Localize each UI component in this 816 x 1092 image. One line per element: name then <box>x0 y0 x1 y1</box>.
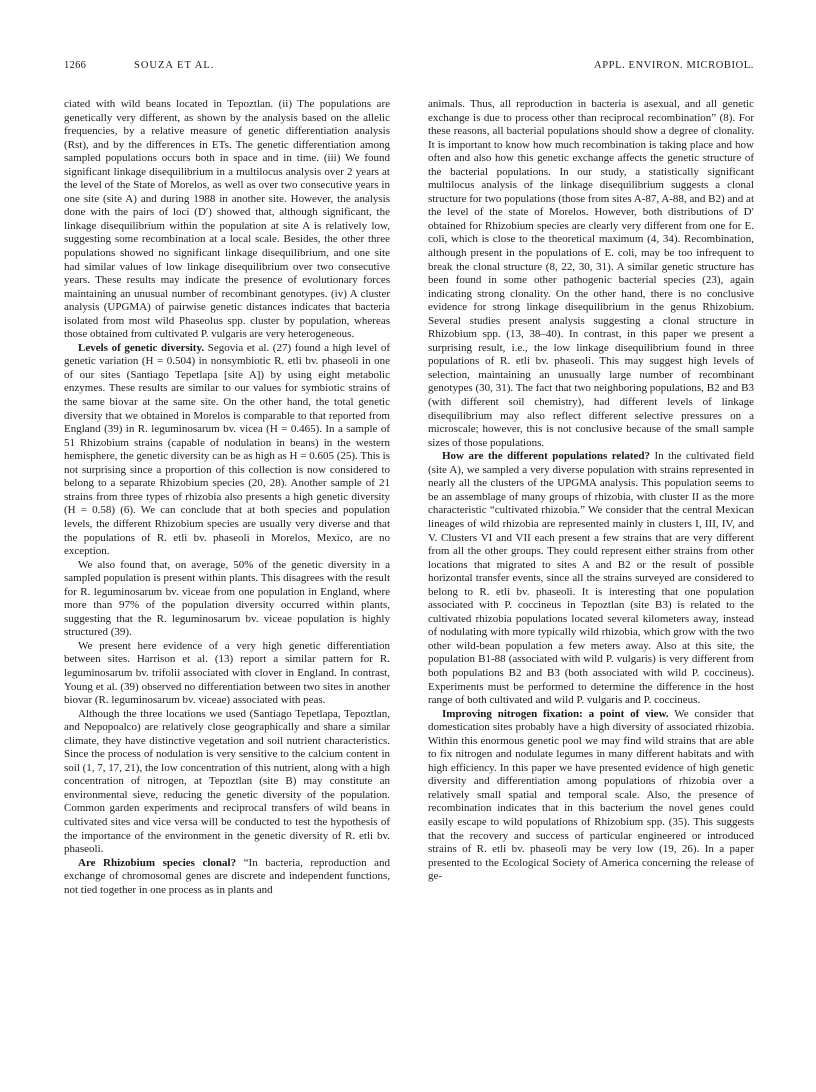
running-head <box>64 60 754 76</box>
paragraph <box>428 450 754 707</box>
paragraph <box>64 857 390 898</box>
paragraph: We present here evidence of a very high genetic differentiation between sites. Harrison et al. (13) report a similar pattern for R. leguminosarum bv. trifolii associated with clover in England. In contrast, Young et al. (39) observed no differentiation between two sites in another biovar (R. leguminosarum bv. viceae) associated with peas. <box>64 639 390 707</box>
paragraph: animals. Thus, all reproduction in bacteria is asexual, and all genetic exchange is due to process other than reciprocal recombination” (8). For these reasons, all bacterial populations should show a degree of clonality. It is important to know how much recombination is taking place and how often and also how this genetic exchange affects the genetic structure of the bacterial populations. In our study, a statistically significant multilocus analysis of the linkage disequilibrium suggests a clonal structure for two populations (those from sites A-87, A-88, and B2) and at the level of the state of Morelos. However, both distributions of D′ obtained for Rhizobium species are clearly very different from one for E. coli, which is close to the theoretical maximum (4, 34). Recombination, although present in the populations of E. coli, may be too infrequent to break the clonal structure (8, 22, 30, 31). A similar genetic structure has been found in some other pathogenic bacterial species (23), again indicating strong clonality. On the other hand, there is no conclusive evidence for strong linkage disequilibrium in the genus Rhizobium. Several studies present analysis suggesting a clonal structure in Rhizobium spp. (13, 38–40). In contrast, in this paper we present a surprising result, i.e., the low linkage disequilibrium found in three populations of R. etli bv. phaseoli. This may suggest high levels of selection, maintaining an unusually large number of recombinant genotypes (30, 31). The fact that two neighboring populations, B2 and B3 (with different soil chemistry), had different levels of linkage disequilibrium may also reflect different selective pressures on a microscale; however, this is not conclusive because of the small sample sizes of those populations. <box>428 98 754 449</box>
right-column <box>428 98 754 884</box>
paragraph: ciated with wild beans located in Tepoztlan. (ii) The populations are genetically very different, as shown by the analysis based on the allelic frequencies, by a relative measure of genetic differentiation analysis (Rst), and by the differences in ETs. The genetic differentiation among sampled populations occurs both in space and in time. (iii) We found significant linkage disequilibrium in a multilocus analysis over 2 years at the level of the State of Morelos, as well as over two consecutive years in one site (site A) and during 1988 in another site. However, the analysis done with the pairs of loci (D′) showed that, although significant, the linkage disequilibrium within the population at site A is relatively low, suggesting some recombination at a local scale. Besides, the other three populations showed no significant linkage disequilibrium, and one site had similar values of low linkage disequilibrium over two consecutive years. These results may indicate the presence of evolutionary forces maintaining an unusual number of recombinant genotypes. (iv) A cluster analysis (UPGMA) of pairwise genetic distances indicates that bacteria isolated from most wild Phaseolus spp. cluster by population, whereas those obtained from cultivated P. vulgaris are very heterogeneous. <box>64 98 390 341</box>
paragraph <box>428 708 754 884</box>
section-heading: Levels of genetic diversity. <box>78 341 205 354</box>
paragraph-text: “In bacteria, reproduction and exchange of chromosomal genes are discrete and independent functions, not tied together in one process as in plants and <box>64 856 391 896</box>
paragraph-text: Segovia et al. (27) found a high level of genetic variation (H = 0.504) in nonsymbiotic R. etli bv. phaseoli in one of our sites (Santiago Tepetlapa [site A]) by using eight metabolic enzymes. These results are similar to our values for symbiotic strains of the same biovar at the same site. On the other hand, the total genetic diversity that we obtained in Morelos is comparable to that reported from England (39) in R. leguminosarum bv. vicea (H = 0.465). In a sample of 51 Rhizobium strains (capable of nodulation in beans) in the western hemisphere, the genetic diversity can be as high as H = 0.605 (25). This is not surprising since a proportion of this collection is now considered to belong to a separate Rhizobium species (20, 28). Another sample of 21 strains from three types of rhizobia also presents a high genetic diversity (H = 0.58) (6). We can conclude that at both species and population levels, the different Rhizobium species are usually very diverse and that the populations of R. etli bv. phaseoli in Morelos, Mexico, are no exception. <box>64 341 391 558</box>
paragraph <box>64 342 390 559</box>
running-head-authors: SOUZA ET AL. <box>134 60 215 71</box>
paragraph: Although the three locations we used (Santiago Tepetlapa, Tepoztlan, and Nepopoalco) are relatively close geographically and share a similar climate, they have distinctive vegetation and soil nutrient characteristics. Since the process of nodulation is very sensitive to the calcium content in soil (1, 7, 17, 21), the low concentration of this nutrient, along with a high concentration of nitrogen, at Tepoztlan (site B) may constitute an environmental sieve, reducing the genetic diversity of the population. Common garden experiments and reciprocal transfers of wild beans in cultivated sites and vice versa will be conducted to test the hypothesis of the importance of the environment in the genetic diversity of R. etli bv. phaseoli. <box>64 707 390 856</box>
paragraph: We also found that, on average, 50% of the genetic diversity in a sampled population is present within plants. This disagrees with the result for R. leguminosarum bv. viceae from one population in England, where more than 97% of the population diversity occurred within plants, suggesting that the R. leguminosarum bv. viceae population is highly structured (39). <box>64 558 390 639</box>
section-heading: Improving nitrogen fixation: a point of view. <box>442 707 669 720</box>
paragraph-text: In the cultivated field (site A), we sampled a very diverse population with strains represented in nearly all the clusters of the UPGMA analysis. This population seems to be an assemblage of many groups of rhizobia, with cluster II as the more characteristic “cultivated rhizobia.” We consider that the central Mexican lineages of wild rhizobia are represented mainly in clusters I, III, IV, and V. Clusters VI and VII each present a few strains that are very different from all the other groups. They could represent either strains from other locations that migrated to sites A and B2 or the result of possible horizontal transfer events, since all the strains surveyed are considered to belong to R. etli bv. phaseoli. It is interesting that one population associated with P. coccineus in Tepoztlan (site B3) is related to the cultivated rhizobia populations located several kilometers away, instead of nodulating with more typically wild rhizobia, which grow with the two other wild-bean population a few meters away. Also at this site, the population B1-88 (associated with wild P. vulgaris) is very different from both populations B2 and B3 (both associated with wild P. coccineus). Experiments must be performed to determine the difference in the host range of both cultivated and wild P. vulgaris and P. coccineus. <box>428 450 754 707</box>
section-heading: How are the different populations related? <box>442 450 651 463</box>
page-number: 1266 <box>64 60 87 71</box>
left-column <box>64 98 390 897</box>
running-head-journal: APPL. ENVIRON. MICROBIOL. <box>594 60 754 71</box>
paragraph-text: We consider that domestication sites probably have a high diversity of associated rhizobia. Within this enormous genetic pool we may find wild strains that are able to fix nitrogen and nodulate legumes in many different habitats and with high efficiency. In this paper we have presented evidence of high genetic diversity and differentiation among populations of rhizobia over a relatively small spatial and temporal scale. Also, the presence of recombination indicates that in this bacterium the novel genes could easily escape to wild populations of Rhizobium spp. (35). This suggests that the recovery and success of particular engineered or introduced strains of R. etli bv. phaseoli may be very low (19, 26). In a paper presented to the Ecological Society of America concerning the release of ge- <box>428 707 754 883</box>
section-heading: Are Rhizobium species clonal? <box>78 856 237 869</box>
